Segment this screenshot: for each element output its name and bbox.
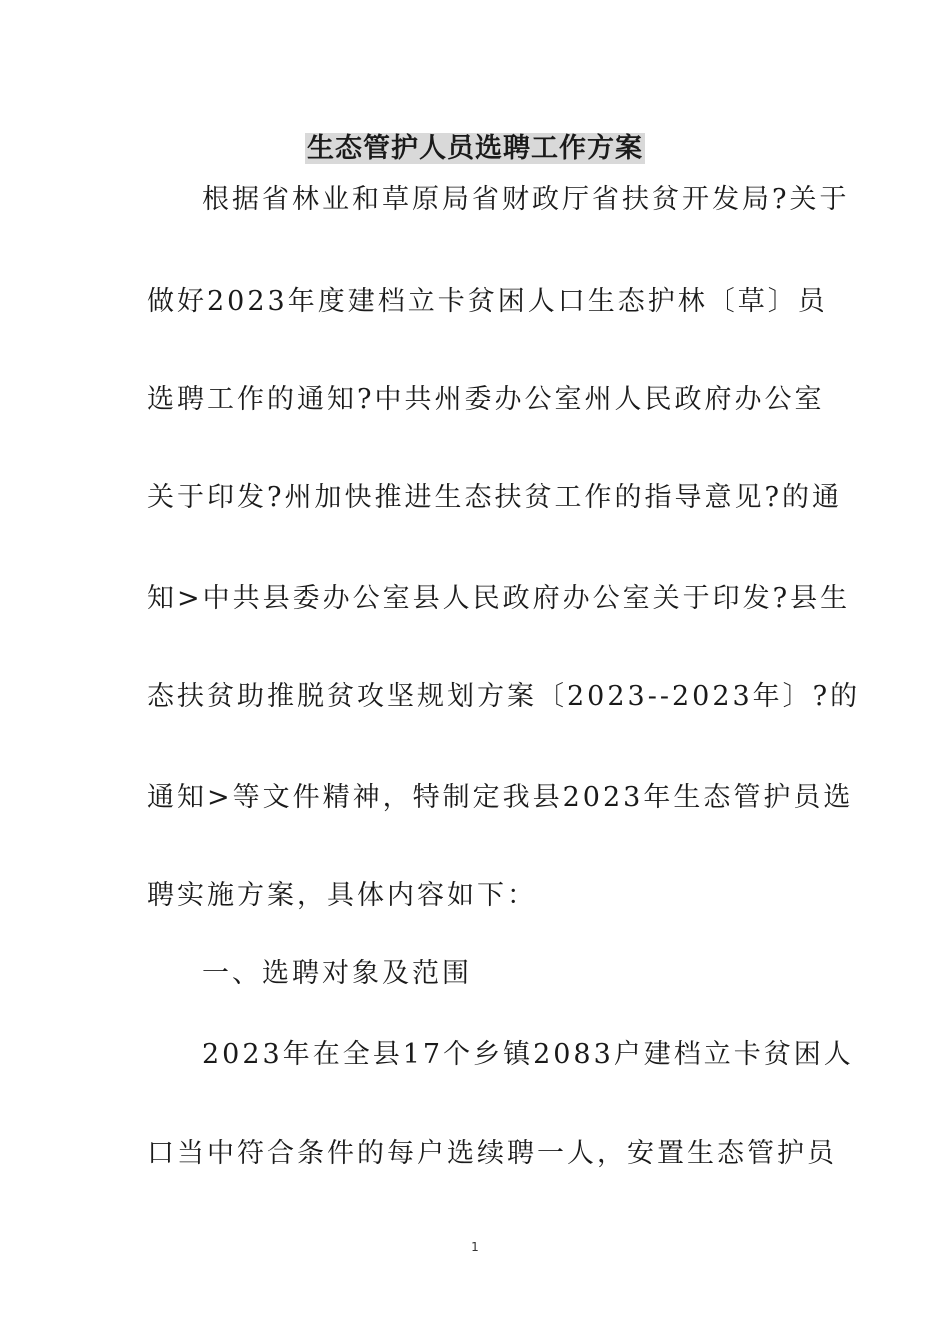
paragraph-line-8: 聘实施方案，具体内容如下： <box>147 880 537 911</box>
paragraph-line-1: 根据省林业和草原局省财政厅省扶贫开发局?关于 <box>202 184 850 215</box>
paragraph-line-10: 口当中符合条件的每户选续聘一人，安置生态管护员 <box>147 1138 837 1169</box>
paragraph-line-7: 通知>等文件精神，特制定我县2023年生态管护员选 <box>147 782 854 813</box>
paragraph-line-6: 态扶贫助推脱贫攻坚规划方案〔2023--2023年〕?的 <box>147 681 861 712</box>
page-number: 1 <box>471 1240 479 1254</box>
paragraph-line-3: 选聘工作的通知?中共州委办公室州人民政府办公室 <box>147 384 825 415</box>
paragraph-line-4: 关于印发?州加快推进生态扶贫工作的指导意见?的通 <box>147 482 842 513</box>
paragraph-line-5: 知>中共县委办公室县人民政府办公室关于印发?县生 <box>147 583 851 614</box>
section-heading: 一、选聘对象及范围 <box>202 958 472 989</box>
paragraph-line-2: 做好2023年度建档立卡贫困人口生态护林〔草〕员 <box>147 286 828 317</box>
document-title: 生态管护人员选聘工作方案 <box>307 133 643 164</box>
paragraph-line-9: 2023年在全县17个乡镇2083户建档立卡贫困人 <box>202 1039 854 1070</box>
